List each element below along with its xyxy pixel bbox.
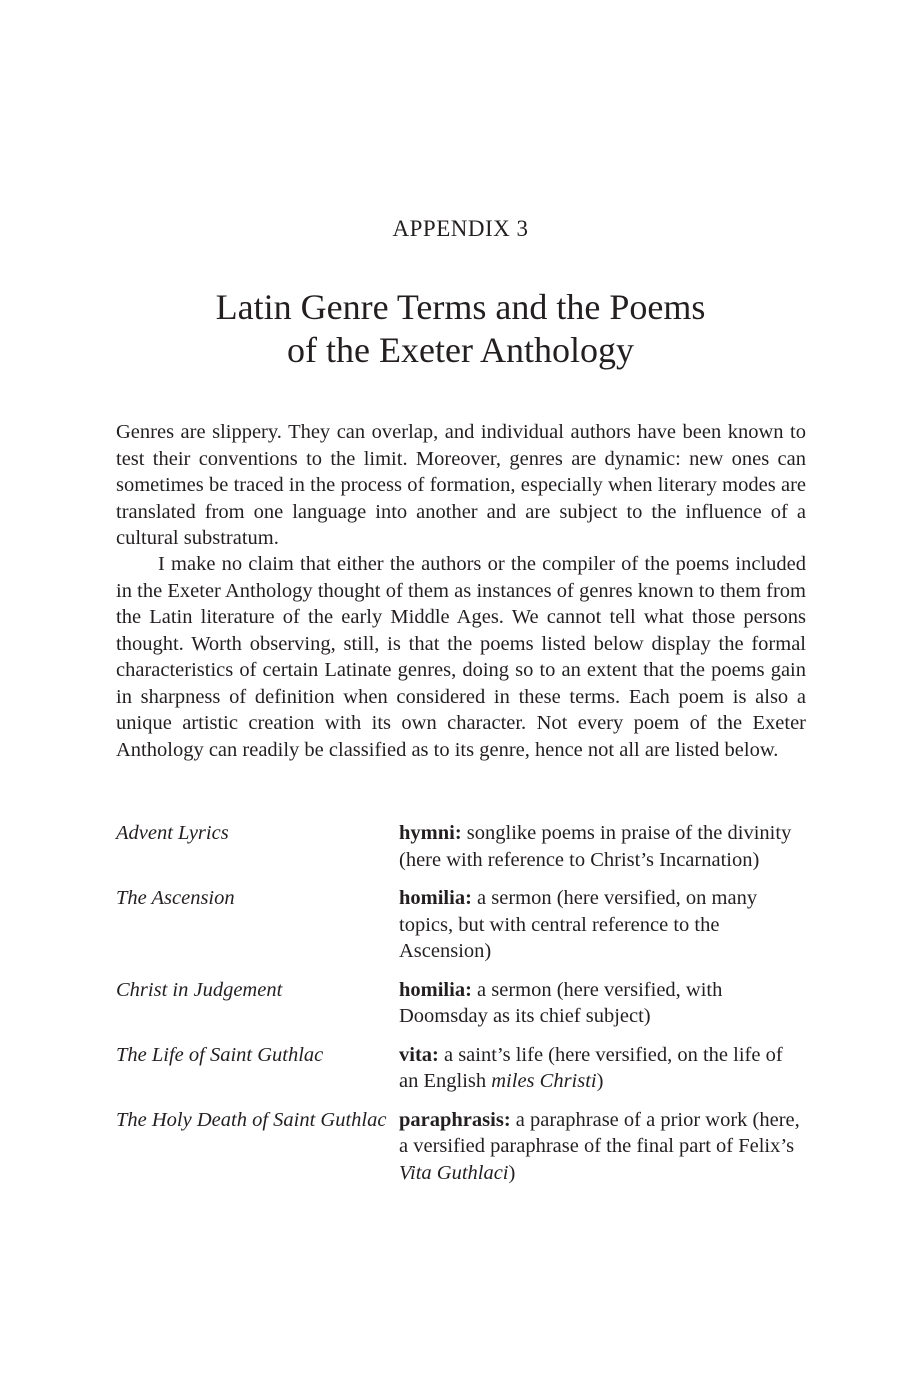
genre-desc-text: songlike poems in praise of the divinity (here with reference to Christ’s Incarnation): [399, 822, 792, 871]
title-line-1: Latin Genre Terms and the Poems: [215, 287, 706, 327]
term-colon: :: [454, 822, 462, 844]
genre-desc-italic: miles Christi: [491, 1070, 597, 1092]
genre-row: [116, 820, 806, 873]
poem-title: The Ascension: [116, 887, 235, 909]
term-colon: :: [432, 1043, 439, 1066]
genre-desc-text: a saint’s life (here versified, on the life of an English: [399, 1043, 783, 1092]
poem-title: Advent Lyrics: [116, 822, 229, 844]
genre-term: hymni: [399, 822, 455, 844]
genre-description: [399, 820, 806, 873]
genre-row: [116, 1042, 806, 1095]
term-colon: :: [465, 887, 472, 909]
genre-desc-text: a paraphrase of a prior work (here, a versified paraphrase of the final part of Felix’s: [399, 1108, 800, 1157]
genre-row: [116, 977, 806, 1030]
term-colon: :: [503, 1108, 511, 1131]
poem-title: The Holy Death of Saint Guthlac: [116, 1108, 387, 1131]
title-line-2: of the Exeter Anthology: [287, 330, 634, 370]
genre-description: [399, 885, 806, 965]
genre-term: vita: [399, 1043, 433, 1066]
intro-paragraph-1: [116, 419, 806, 552]
paragraph-text: I make no claim that either the authors or the compiler of the poems included in the Exeter Anthology thought of them as instances of genres known to them from the Latin literature of the early Middle Ages. We cannot tell what those persons thought. Worth observing, still, is that the poems listed below display the formal characteristics of certain Latinate genres, doing so to an extent that the poems gain in sharpness of definition when considered in these terms. Each poem is also a unique artistic creation with its own character. Not every poem of the Exeter Anthology can readily be classified as to its genre, hence not all are listed below.: [116, 553, 806, 761]
page-title: [0, 286, 921, 372]
paragraph-text: Genres are slippery. They can overlap, and individual authors have been known to test their conventions to the limit. Moreover, genres are dynamic: new ones can sometimes be traced in the process of formation, especially when literary modes are translated from one language into another and are subject to the influence of a cultural substratum.: [116, 421, 806, 549]
genre-description: [399, 1107, 806, 1187]
genre-row: [116, 885, 806, 965]
term-colon: :: [465, 978, 472, 1001]
genre-desc-text: a sermon (here versified, with Doomsday as its chief subject): [399, 978, 723, 1027]
intro-paragraph-2: [116, 551, 806, 763]
appendix-label: APPENDIX 3: [392, 216, 529, 241]
genre-term: homilia: [399, 887, 466, 909]
genre-desc-end: ): [508, 1161, 516, 1184]
genre-term: homilia: [399, 978, 466, 1001]
genre-desc-text: a sermon (here versified, on many topics, but with central reference to the Ascension): [399, 887, 758, 962]
genre-description: [399, 977, 806, 1030]
genre-term: paraphrasis: [399, 1108, 504, 1131]
genre-desc-end: ): [596, 1070, 604, 1092]
genre-list: [116, 820, 806, 1198]
genre-row: [116, 1107, 806, 1187]
genre-desc-italic: Vita Guthlaci: [399, 1161, 509, 1184]
genre-description: [399, 1042, 806, 1095]
poem-title: Christ in Judgement: [116, 978, 283, 1001]
poem-title: The Life of Saint Guthlac: [116, 1043, 324, 1066]
